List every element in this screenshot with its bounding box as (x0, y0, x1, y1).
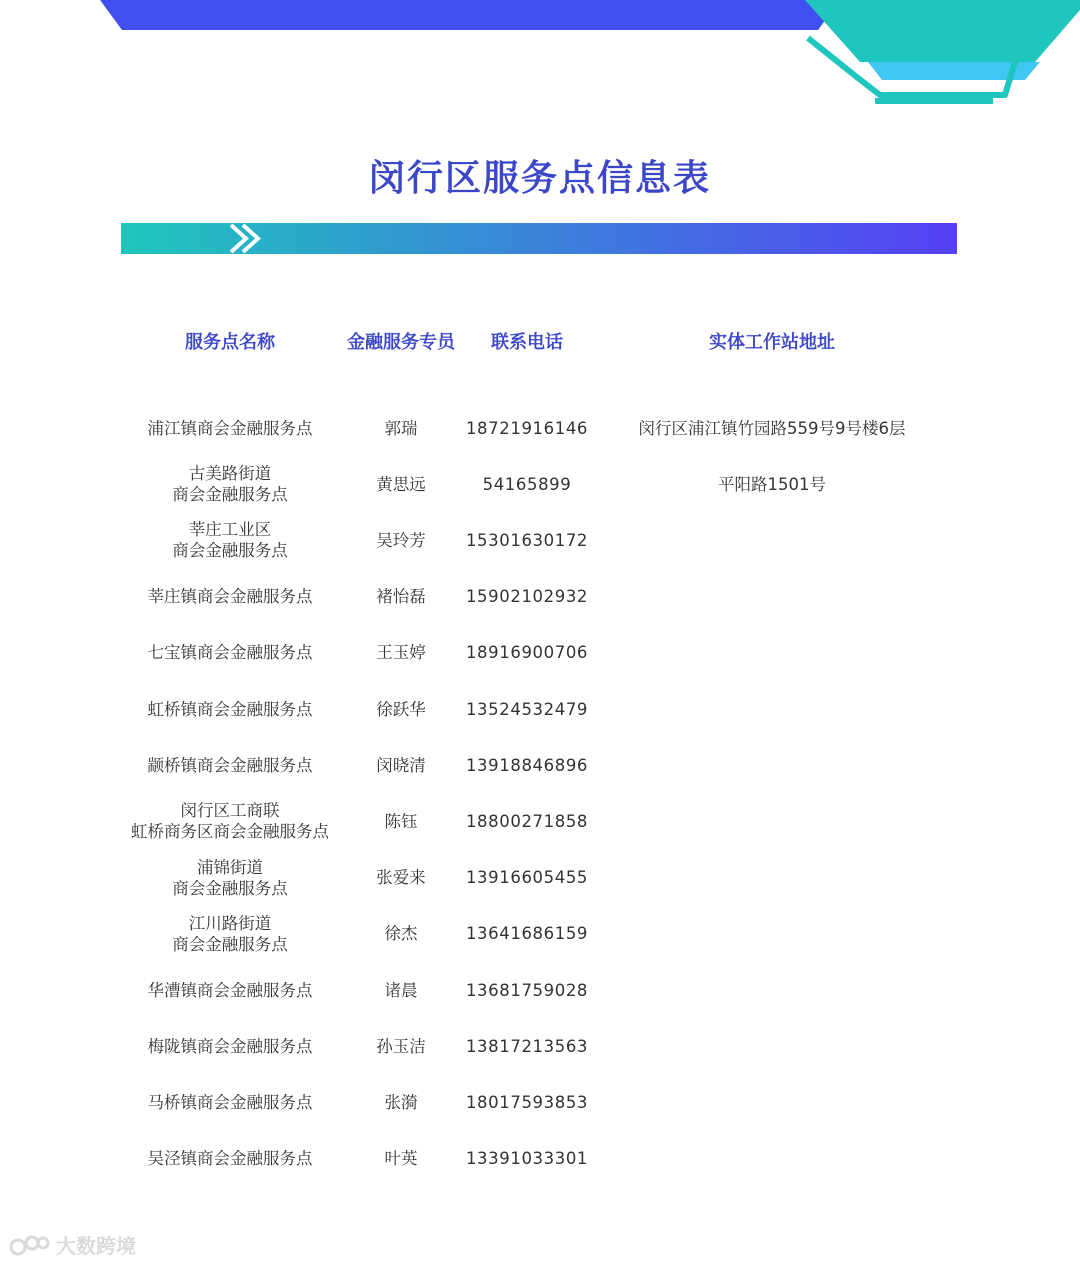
finance-specialist (350, 400, 452, 456)
service-point-name-line: 商会金融服务点 (172, 878, 288, 898)
contact-phone (452, 793, 602, 849)
contact-phone-text: 15902102932 (465, 587, 589, 607)
finance-specialist (350, 681, 452, 737)
workstation-address (602, 1074, 942, 1130)
table-row (0, 569, 1080, 625)
service-point-name (110, 906, 350, 962)
contact-phone-text: 13524532479 (465, 699, 589, 719)
contact-phone-text: 13681759028 (465, 980, 589, 1000)
service-point-name (110, 1074, 350, 1130)
header-service-point-name: 服务点名称 (185, 332, 275, 353)
table-row (0, 737, 1080, 793)
service-point-name (110, 512, 350, 568)
contact-phone (452, 1074, 602, 1130)
watermark-text: 大数跨境 (56, 1234, 136, 1258)
finance-specialist (350, 1018, 452, 1074)
finance-specialist (350, 1074, 452, 1130)
table-row (0, 793, 1080, 849)
table-row (0, 850, 1080, 906)
workstation-address (602, 793, 942, 849)
contact-phone-text: 13817213563 (465, 1036, 589, 1056)
workstation-address (602, 681, 942, 737)
service-point-name (110, 625, 350, 681)
contact-phone-text: 13916605455 (465, 868, 589, 888)
service-point-name (110, 681, 350, 737)
finance-specialist-text: 王玉婷 (376, 643, 426, 663)
title-banner (121, 223, 957, 254)
service-point-name-line: 商会金融服务点 (172, 541, 288, 561)
contact-phone-text: 18721916146 (465, 418, 589, 438)
contact-phone-text: 15301630172 (465, 530, 589, 550)
finance-specialist (350, 456, 452, 512)
service-point-name (110, 1131, 350, 1187)
contact-phone (452, 737, 602, 793)
finance-specialist (350, 906, 452, 962)
contact-phone-text: 54165899 (482, 474, 572, 494)
contact-phone (452, 1018, 602, 1074)
table-row (0, 681, 1080, 737)
header-phone: 联系电话 (491, 332, 563, 353)
service-point-name-line: 莘庄镇商会金融服务点 (147, 587, 313, 607)
finance-specialist-text: 孙玉洁 (376, 1036, 426, 1056)
finance-specialist-text: 张爱来 (376, 868, 426, 888)
service-point-name-line: 古美路街道 (188, 464, 272, 484)
table-row (0, 1018, 1080, 1074)
service-point-name-line: 虹桥商务区商会金融服务点 (131, 822, 329, 842)
finance-specialist (350, 737, 452, 793)
finance-specialist (350, 512, 452, 568)
contact-phone (452, 625, 602, 681)
service-point-name (110, 737, 350, 793)
contact-phone (452, 850, 602, 906)
contact-phone (452, 512, 602, 568)
contact-phone-text: 18017593853 (465, 1092, 589, 1112)
service-point-name-line: 七宝镇商会金融服务点 (147, 643, 313, 663)
service-point-name (110, 1018, 350, 1074)
contact-phone (452, 569, 602, 625)
table-row (0, 906, 1080, 962)
header-finance-specialist: 金融服务专员 (347, 332, 455, 353)
workstation-address (602, 1018, 942, 1074)
service-point-name (110, 793, 350, 849)
service-point-name (110, 456, 350, 512)
workstation-address (602, 569, 942, 625)
workstation-address (602, 1131, 942, 1187)
table-row (0, 1131, 1080, 1187)
finance-specialist-text: 陈钰 (384, 811, 418, 831)
finance-specialist (350, 793, 452, 849)
finance-specialist-text: 徐跃华 (376, 699, 426, 719)
contact-phone-text: 13918846896 (465, 755, 589, 775)
table-row (0, 456, 1080, 512)
service-point-name-line: 浦江镇商会金融服务点 (147, 418, 313, 438)
workstation-address (602, 962, 942, 1018)
teal-underline (875, 98, 993, 104)
finance-specialist-text: 褚怡磊 (376, 587, 426, 607)
service-point-name-line: 江川路街道 (188, 913, 272, 933)
service-point-name (110, 962, 350, 1018)
finance-specialist-text: 闵晓清 (376, 755, 426, 775)
finance-specialist-text: 诸晨 (384, 980, 418, 1000)
service-point-name-line: 马桥镇商会金融服务点 (147, 1092, 313, 1112)
service-point-name-line: 商会金融服务点 (172, 485, 288, 505)
table-row (0, 1074, 1080, 1130)
workstation-address-text: 平阳路1501号 (718, 474, 826, 494)
header-address: 实体工作站地址 (709, 332, 835, 353)
service-point-name-line: 虹桥镇商会金融服务点 (147, 699, 313, 719)
service-point-name-line: 颛桥镇商会金融服务点 (147, 755, 313, 775)
workstation-address-text: 闵行区浦江镇竹园路559号9号楼6层 (638, 418, 906, 438)
service-point-name (110, 569, 350, 625)
finance-specialist-text: 徐杰 (384, 924, 418, 944)
workstation-address (602, 456, 942, 512)
service-point-name-line: 莘庄工业区 (188, 520, 272, 540)
contact-phone-text: 13641686159 (465, 924, 589, 944)
finance-specialist-text: 郭瑞 (384, 418, 418, 438)
contact-phone-text: 18916900706 (465, 643, 589, 663)
service-point-name-line: 梅陇镇商会金融服务点 (147, 1036, 313, 1056)
contact-phone-text: 18800271858 (465, 811, 589, 831)
workstation-address (602, 625, 942, 681)
tmall-cat-logo-icon (10, 1233, 50, 1257)
finance-specialist-text: 吴玲芳 (376, 530, 426, 550)
finance-specialist (350, 962, 452, 1018)
contact-phone (452, 681, 602, 737)
service-point-name-line: 吴泾镇商会金融服务点 (147, 1149, 313, 1169)
table-row (0, 400, 1080, 456)
finance-specialist-text: 黄思远 (376, 474, 426, 494)
contact-phone (452, 906, 602, 962)
finance-specialist-text: 张漪 (384, 1092, 418, 1112)
service-point-name-line: 商会金融服务点 (172, 934, 288, 954)
service-point-name-line: 闵行区工商联 (180, 801, 280, 821)
workstation-address (602, 512, 942, 568)
table-row (0, 512, 1080, 568)
contact-phone (452, 456, 602, 512)
page-title: 闵行区服务点信息表 (368, 158, 711, 199)
finance-specialist (350, 850, 452, 906)
finance-specialist (350, 569, 452, 625)
service-point-name (110, 850, 350, 906)
contact-phone (452, 962, 602, 1018)
service-point-name-line: 华漕镇商会金融服务点 (147, 980, 313, 1000)
contact-phone (452, 400, 602, 456)
contact-phone-text: 13391033301 (465, 1149, 589, 1169)
service-point-name (110, 400, 350, 456)
finance-specialist (350, 625, 452, 681)
workstation-address (602, 400, 942, 456)
header-decoration (0, 0, 1080, 120)
workstation-address (602, 906, 942, 962)
workstation-address (602, 737, 942, 793)
workstation-address (602, 850, 942, 906)
service-point-name-line: 浦锦街道 (197, 857, 263, 877)
contact-phone (452, 1131, 602, 1187)
watermark (10, 1230, 136, 1259)
top-blue-bar (100, 0, 840, 30)
table-row (0, 962, 1080, 1018)
table-row (0, 625, 1080, 681)
finance-specialist (350, 1131, 452, 1187)
finance-specialist-text: 叶英 (384, 1149, 418, 1169)
